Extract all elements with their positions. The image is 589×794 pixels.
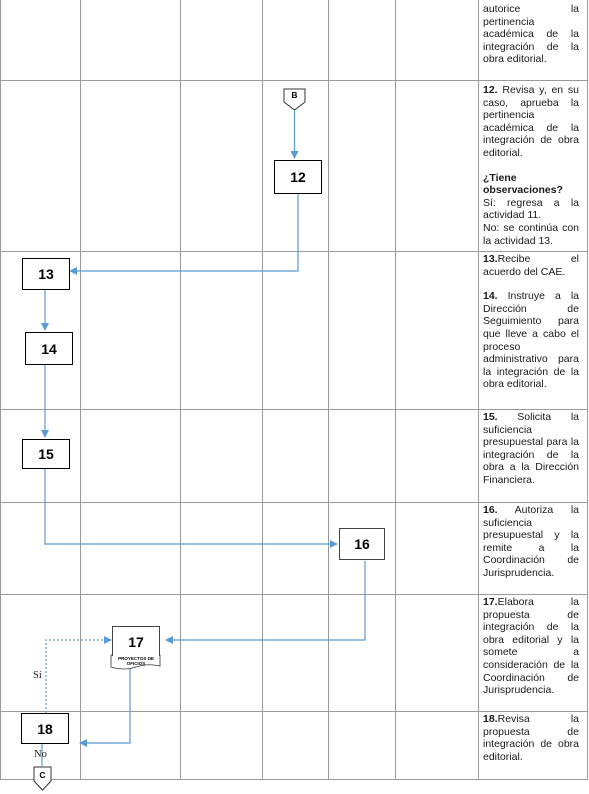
decision-yes-text: Sí: regresa a la actividad 11. [483,196,579,222]
step-number: 18. [483,713,498,725]
step-number: 16. [483,504,498,516]
description-17 [483,596,579,697]
step-12-box: 12 [274,160,322,194]
step-number: 14. [483,290,498,303]
description-15 [483,411,579,487]
decision-no-text: No: se continúa con la actividad 13. [483,221,579,247]
step-number: 13. [483,253,498,265]
document-label: PROYECTOS DE OFICIOS [118,656,154,666]
decision-yes-label: Sí [33,670,42,681]
step-14-box: 14 [25,332,73,365]
description-text: Recibe el acuerdo del CAE. [483,253,579,278]
description-text: Solicita la suficiencia presupuestal para la integración de la obra a la Dirección Financiera. [483,411,579,486]
description-text: autorice la pertinencia académica de la integración de la obra editorial. [483,3,579,66]
step-15-box: 15 [22,439,70,469]
step-number: 15. [483,411,498,423]
description-text: Revisa y, en su caso, aprueba la pertinencia académica de la integración de obra editorial. [483,84,579,159]
step-18-box: 18 [21,713,69,744]
step-16-box: 16 [339,528,385,560]
description-18 [483,713,579,763]
connector-c-label: C [39,770,46,780]
connector-b-label: B [291,90,298,100]
step-number: 17. [483,596,498,608]
description-16 [483,504,579,580]
description-text: Revisa la propuesta de integración de obra editorial. [483,713,579,763]
decision-question: ¿Tiene observaciones? [483,171,563,197]
description-11-tail [483,3,579,66]
decision-no-label: No [34,749,47,760]
description-13 [483,253,579,391]
step-17-box: 17 [112,626,160,656]
description-12 [483,84,579,247]
description-text: Instruye a la Dirección de Seguimiento para que lleve a cabo el proceso administrativo para la integración de la obra editorial. [483,290,579,391]
description-text: Autoriza la suficiencia presupuestal y la remite a la Coordinación de Jurisprudencia. [483,504,579,579]
step-number: 12. [483,84,498,96]
step-13-box: 13 [22,258,70,290]
description-text: Elabora la propuesta de integración de la obra editorial y la somete a consideración de la Coordinación de Jurisprudencia. [483,596,579,697]
